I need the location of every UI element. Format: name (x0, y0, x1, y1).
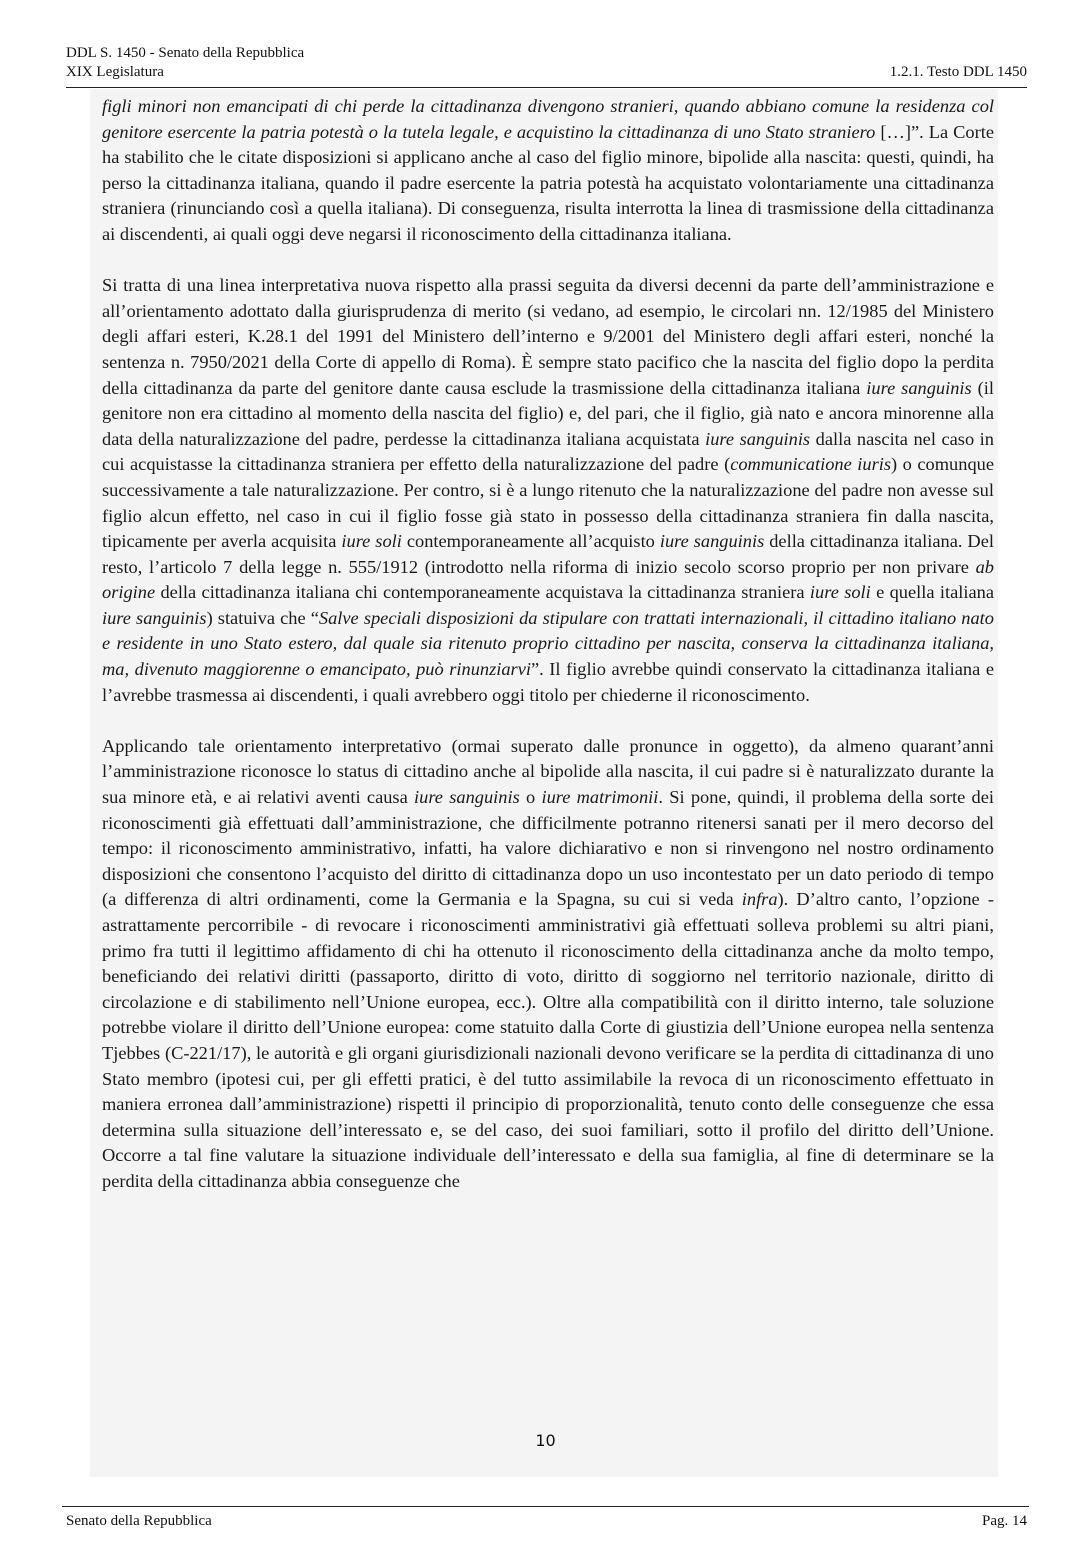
footer-divider (62, 1506, 1029, 1507)
body-text (102, 94, 994, 1195)
text-run: e quella italiana (870, 582, 994, 603)
page-footer (66, 1512, 1027, 1531)
italic-run: iure soli (809, 582, 871, 603)
italic-run: figli minori non emancipati di chi perde la cittadinanza divengono stranieri, quando abbiano comune la residenza col genitore esercente la patria potestà o la tutela legale, e acquistino la cittadinanza di uno Stato straniero (102, 96, 994, 142)
header-divider (66, 87, 1027, 88)
page-header (66, 44, 1027, 82)
text-run: […]”. La Corte ha stabilito che le citate disposizioni si applicano anche al caso del figlio minore, bipolide alla nascita: questi, quindi, ha perso la cittadinanza italiana, quando il padre esercente la patria potestà ha acquistato volontariamente una cittadinanza straniera (rinunciando così a quella italiana). Di conseguenza, risulta interrotta la linea di trasmissione della cittadinanza ai discendenti, ai quali oggi deve negarsi il riconoscimento della cittadinanza italiana. (102, 121, 994, 244)
document-title: DDL S. 1450 - Senato della Repubblica (66, 45, 305, 61)
text-run: (il genitore non era cittadino al momento della nascita del figlio) e, del pari, che il figlio, già nato e ancora minorenne alla data della naturalizzazione del padre, perdesse la cittadinanza italiana acquistata (102, 377, 994, 449)
inner-page-number: 10 (535, 1431, 556, 1450)
text-run: o (519, 787, 542, 808)
paragraph (102, 94, 994, 248)
text-run: ). D’altro canto, l’opzione - astrattamente percorribile - di revocare i riconoscimenti amministrativi già effettuati solleva problemi su altri piani, primo fra tutti il legittimo affidamento di chi ha ottenuto il riconoscimento della cittadinanza anche da molto tempo, beneficiando dei relativi diritti (passaporto, diritto di voto, diritto di soggiorno nel territorio nazionale, diritto di circolazione e di stabilimento nell’Unione europea, ecc.). Oltre alla compatibilità con il diritto interno, tale soluzione potrebbe violare il diritto dell’Unione europea: come statuito dalla Corte di giustizia dell’Unione europea nella sentenza Tjebbes (C-221/17), le autorità e gli organi giurisdizionali nazionali devono verificare se la perdita di cittadinanza di uno Stato membro (ipotesi cui, per gli effetti pratici, è del tutto assimilabile la revoca di un riconoscimento effettuato in maniera erronea dall’amministrazione) rispetti il principio di proporzionalità, tenuto conto delle conseguenze che essa determina sulla situazione dell’interessato e, se del caso, dei suoi familiari, sotto il profilo del diritto dell’Unione. Occorre a tal fine valutare la situazione individuale dell’interessato e della sua famiglia, al fine di determinare se la perdita della cittadinanza abbia conseguenze che (102, 889, 994, 1191)
text-run: Si tratta di una linea interpretativa nuova rispetto alla prassi seguita da diversi decenni da parte dell’amministrazione e all’orientamento adottato dalla giurisprudenza di merito (si vedano, ad esempio, le circolari nn. 12/1985 del Ministero degli affari esteri, K.28.1 del 1991 del Ministero dell’interno e 9/2001 del Ministero degli affari esteri, nonché la sentenza n. 7950/2021 della Corte di appello di Roma). È sempre stato pacifico che la nascita del figlio dopo la perdita della cittadinanza da parte del genitore dante causa esclude la trasmissione della cittadinanza italiana (102, 275, 994, 398)
italic-run: infra (741, 889, 778, 910)
italic-run: iure soli (341, 531, 402, 552)
text-run: . Si pone, quindi, il problema della sorte dei riconoscimenti già effettuati dall’amministrazione, che difficilmente potranno ritenersi sanati per il mero decorso del tempo: il riconoscimento amministrativo, infatti, ha valore dichiarativo e non si rinvengono nel nostro ordinamento disposizioni che consentono l’acquisto del diritto di cittadinanza dopo un uso incontestato per un dato periodo di tempo (a differenza di altri ordinamenti, come la Germania e la Spagna, su cui si veda (102, 787, 994, 910)
legislature-label: XIX Legislatura (66, 64, 164, 80)
text-run: della cittadinanza italiana. Del resto, l’articolo 7 della legge n. 555/1912 (introdotto nella riforma di inizio secolo scorso proprio per non privare (102, 531, 994, 577)
paragraph (102, 734, 994, 1195)
text-run: dalla nascita nel caso in cui acquistasse la cittadinanza straniera per effetto della naturalizzazione del padre ( (102, 428, 994, 475)
italic-run: iure sanguinis (866, 377, 972, 398)
paragraph (102, 273, 994, 708)
text-run: ) statuiva che “ (206, 607, 319, 628)
italic-run: Salve speciali disposizioni da stipulare con trattati internazionali, il cittadino italiano nato e residente in uno Stato estero, dal quale sia ritenuto proprio cittadino per nascita, conserva la cittadinanza italiana, ma, divenuto maggiorenne o emancipato, può rinunziarvi (102, 607, 994, 680)
italic-run: communicatione iuris (730, 454, 892, 475)
text-run: ) o comunque successivamente a tale naturalizzazione. Per contro, si è a lungo ritenuto che la naturalizzazione del padre non avesse sul figlio alcun effetto, nel caso in cui il figlio fosse già stato in possesso della cittadinanza straniera fin dalla nascita, tipicamente per averla acquisita (102, 454, 994, 552)
italic-run: ab origine (102, 556, 994, 603)
text-run: della cittadinanza italiana chi contemporaneamente acquistava la cittadinanza straniera (155, 582, 810, 603)
section-label: 1.2.1. Testo DDL 1450 (889, 64, 1027, 80)
italic-run: iure matrimonii (541, 787, 659, 808)
text-run: contemporaneamente all’acquisto (401, 531, 660, 552)
footer-source: Senato della Repubblica (66, 1513, 212, 1529)
italic-run: iure sanguinis (414, 787, 520, 808)
italic-run: iure sanguinis (659, 531, 765, 552)
italic-run: iure sanguinis (705, 428, 811, 449)
footer-page-number: Pag. 14 (982, 1513, 1027, 1529)
italic-run: iure sanguinis (102, 607, 207, 628)
text-run: Applicando tale orientamento interpretativo (ormai superato dalle pronunce in oggetto), da almeno quarant’anni l’amministrazione riconosce lo status di cittadino anche al bipolide alla nascita, il cui padre si è naturalizzato durante la sua minore età, e ai relativi aventi causa (102, 735, 994, 808)
text-run: ”. Il figlio avrebbe quindi conservato la cittadinanza italiana e l’avrebbe trasmessa ai discendenti, i quali avrebbero oggi titolo per chiederne il riconoscimento. (102, 659, 995, 705)
